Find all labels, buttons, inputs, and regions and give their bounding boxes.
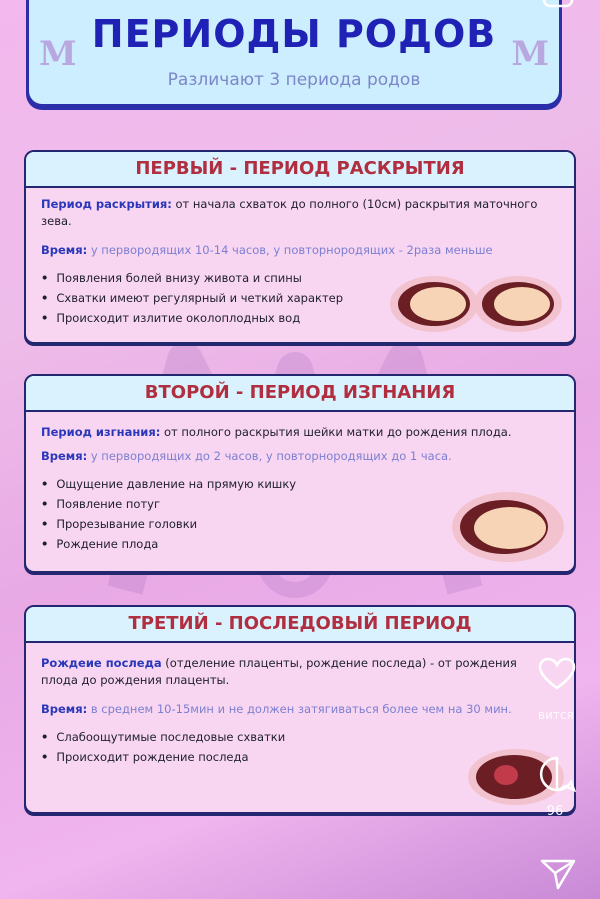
list-item: • Происходит излитие околоплодных вод — [41, 308, 343, 328]
section-time — [41, 448, 554, 465]
symptom-list — [41, 268, 343, 328]
fetus-illustration — [448, 488, 568, 566]
send-icon[interactable] — [540, 858, 576, 890]
list-item: • Рождение плода — [41, 534, 296, 554]
list-item: • Появление потуг — [41, 494, 296, 514]
page-title: ПЕРИОДЫ РОДОВ — [91, 12, 497, 56]
header-banner — [26, 0, 562, 107]
story-corner-icon — [540, 0, 576, 10]
section-definition — [41, 424, 554, 441]
section-card-second — [24, 374, 576, 573]
definition-text: от полного раскрытия шейки матки до рождения плода. — [160, 425, 512, 439]
comments-count: 96 — [546, 804, 564, 819]
comment-icon[interactable] — [538, 755, 576, 793]
heart-icon[interactable] — [538, 657, 576, 691]
list-item: • Ощущение давление на прямую кишку — [41, 474, 296, 494]
time-text: у первородящих 10-14 часов, у повторнородящих - 2раза меньше — [87, 243, 493, 257]
definition-text: от начала схваток до полного (10см) раскрытия маточного зева. — [41, 197, 538, 228]
list-item: • Прорезывание головки — [41, 514, 296, 534]
section-card-third — [24, 605, 576, 814]
time-text: у первородящих до 2 часов, у повторнородящих до 1 часа. — [87, 449, 452, 463]
list-item: • Схватки имеют регулярный и четкий характер — [41, 288, 343, 308]
time-label: Время: — [41, 702, 88, 716]
definition-label: Период раскрытия: — [41, 197, 172, 211]
fetus-illustration — [386, 272, 566, 336]
brand-logo-right: M — [511, 34, 549, 74]
symptom-list — [41, 727, 285, 767]
definition-text: (отделение плаценты, рождение последа) - от рождения плода до рождения плаценты. — [41, 656, 517, 687]
time-text: в среднем 10-15мин и не должен затягиваться более чем на 30 мин. — [87, 702, 512, 716]
time-label: Время: — [41, 243, 88, 257]
list-item: • Появления болей внизу живота и спины — [41, 268, 343, 288]
time-label: Время: — [41, 449, 88, 463]
list-item: • Слабоощутимые последовые схватки — [41, 727, 285, 747]
symptom-list — [41, 474, 296, 554]
section-card-first — [24, 150, 576, 344]
list-item: • Происходит рождение последа — [41, 747, 285, 767]
definition-label: Рождеие последа — [41, 656, 162, 670]
page-subtitle: Различают 3 периода родов — [167, 70, 421, 90]
section-heading: ТРЕТИЙ - ПОСЛЕДОВЫЙ ПЕРИОД — [26, 607, 574, 643]
definition-label: Период изгнания: — [41, 425, 161, 439]
likes-label: вится — [538, 708, 574, 722]
section-heading: ВТОРОЙ - ПЕРИОД ИЗГНАНИЯ — [26, 376, 574, 412]
section-definition — [41, 655, 534, 689]
section-heading: ПЕРВЫЙ - ПЕРИОД РАСКРЫТИЯ — [26, 152, 574, 188]
brand-logo-left: M — [39, 34, 77, 74]
section-time — [41, 242, 554, 259]
section-definition — [41, 196, 554, 230]
section-time — [41, 701, 534, 718]
